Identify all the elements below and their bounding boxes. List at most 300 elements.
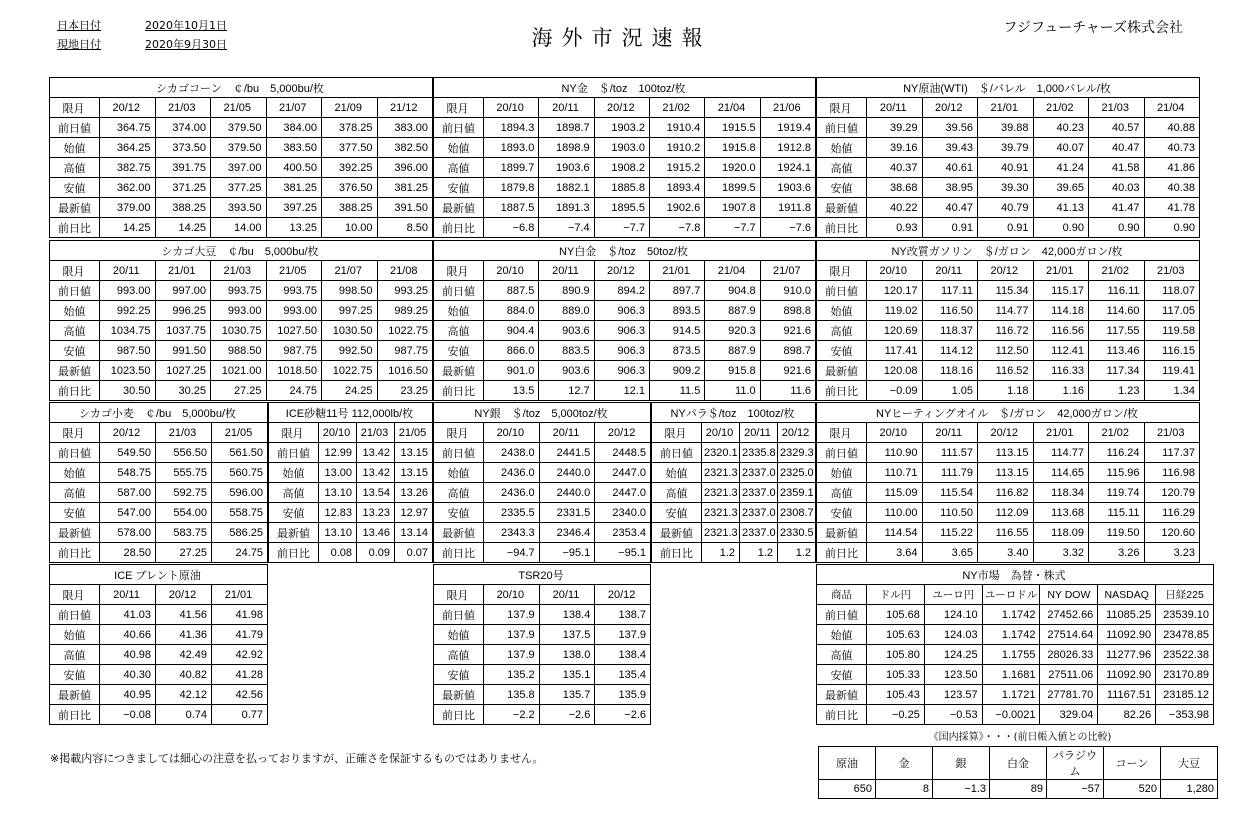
row-label: 前日比 <box>817 381 867 401</box>
price-cell: 388.25 <box>322 198 378 218</box>
price-cell: 1893.4 <box>649 178 704 198</box>
row-label: 始値 <box>269 463 319 483</box>
contract-month: 20/11 <box>100 585 156 605</box>
price-cell: 1.16 <box>1033 381 1089 401</box>
row-label: 限月 <box>50 585 100 605</box>
price-cell: −2.6 <box>595 705 651 725</box>
price-cell: 27452.66 <box>1040 605 1098 625</box>
contract-month: 21/03 <box>1089 98 1145 118</box>
price-cell: 382.50 <box>377 138 433 158</box>
price-cell: 1903.6 <box>539 158 594 178</box>
contract-month: NASDAQ <box>1098 585 1156 605</box>
domestic-value: 1,280 <box>1161 780 1218 799</box>
price-cell: 1920.0 <box>705 158 760 178</box>
contract-month: ドル円 <box>867 585 925 605</box>
price-cell: 555.75 <box>156 463 212 483</box>
price-cell: 1887.5 <box>484 198 539 218</box>
price-cell: 11277.96 <box>1098 645 1156 665</box>
contract-month: 20/10 <box>319 423 357 443</box>
price-cell: 12.83 <box>319 503 357 523</box>
table-row <box>269 463 433 483</box>
table-row <box>652 543 816 563</box>
contract-month: 21/07 <box>322 261 378 281</box>
price-cell: 38.68 <box>867 178 923 198</box>
domestic-header: 原油 <box>819 747 876 780</box>
table-row <box>434 705 651 725</box>
price-cell: 993.75 <box>211 281 267 301</box>
contract-month: 21/01 <box>155 261 211 281</box>
table-header-row <box>817 423 1200 443</box>
price-cell: 592.75 <box>156 483 212 503</box>
price-cell: 548.75 <box>100 463 156 483</box>
contract-month: 21/05 <box>395 423 433 443</box>
table-title: シカゴコーン ￠/bu 5,000bu/枚 <box>50 78 433 98</box>
row-label: 前日値 <box>50 443 100 463</box>
price-cell: 115.22 <box>922 523 978 543</box>
price-cell: 114.18 <box>1033 301 1089 321</box>
price-cell: 40.30 <box>100 665 156 685</box>
table-row <box>652 463 816 483</box>
price-cell: 41.36 <box>156 625 212 645</box>
price-cell: 41.56 <box>156 605 212 625</box>
price-cell: 41.03 <box>100 605 156 625</box>
price-cell: 887.9 <box>705 301 760 321</box>
price-cell: 1030.75 <box>211 321 267 341</box>
price-cell: 114.77 <box>1033 443 1089 463</box>
contract-month: 20/11 <box>539 423 595 443</box>
table-row <box>434 178 816 198</box>
contract-month: 21/03 <box>155 98 211 118</box>
price-cell: 1879.8 <box>484 178 539 198</box>
contract-month: 20/10 <box>702 423 740 443</box>
price-cell: 920.3 <box>705 321 760 341</box>
domestic-header: コーン <box>1104 747 1161 780</box>
price-cell: 901.0 <box>484 361 539 381</box>
contract-month: 21/01 <box>978 98 1034 118</box>
price-cell: 383.50 <box>266 138 322 158</box>
price-cell: 560.75 <box>212 463 268 483</box>
contract-month: 21/03 <box>1144 423 1200 443</box>
contract-month: 21/09 <box>322 98 378 118</box>
price-cell: 1899.7 <box>484 158 539 178</box>
price-cell: 1895.5 <box>594 198 649 218</box>
price-cell: 1030.50 <box>322 321 378 341</box>
row-label: 最新値 <box>434 685 484 705</box>
price-cell: 1908.2 <box>594 158 649 178</box>
row-label: 前日比 <box>50 218 100 238</box>
table-row <box>652 483 816 503</box>
price-cell: 117.37 <box>1144 443 1200 463</box>
table-row <box>50 685 268 705</box>
price-cell: 1911.8 <box>760 198 815 218</box>
table-row <box>817 138 1200 158</box>
table-row <box>434 605 651 625</box>
price-cell: 120.17 <box>867 281 923 301</box>
price-cell: 898.7 <box>760 341 815 361</box>
price-cell: 117.05 <box>1144 301 1200 321</box>
price-cell: 2436.0 <box>484 483 540 503</box>
row-label: 安値 <box>817 178 867 198</box>
price-cell: 12.99 <box>319 443 357 463</box>
price-cell: 13.00 <box>319 463 357 483</box>
contract-month: 20/11 <box>922 261 978 281</box>
domestic-value: −1.3 <box>933 780 990 799</box>
price-cell: 1915.8 <box>705 138 760 158</box>
price-cell: 110.71 <box>867 463 923 483</box>
table-row <box>50 605 268 625</box>
price-cell: 112.09 <box>978 503 1034 523</box>
table-row <box>434 523 651 543</box>
price-cell: 1898.7 <box>539 118 594 138</box>
price-cell: 997.25 <box>322 301 378 321</box>
row-label: 安値 <box>269 503 319 523</box>
row-label: 始値 <box>652 463 702 483</box>
price-cell: 898.8 <box>760 301 815 321</box>
table-header-row <box>817 98 1200 118</box>
table-header-row <box>50 98 433 118</box>
table-title-row <box>50 403 268 423</box>
contract-month: 20/12 <box>595 585 651 605</box>
price-cell: 1899.5 <box>705 178 760 198</box>
price-cell: 996.25 <box>155 301 211 321</box>
price-cell: 906.3 <box>594 301 649 321</box>
row-label: 始値 <box>817 138 867 158</box>
row-label: 安値 <box>50 341 100 361</box>
price-cell: 115.11 <box>1089 503 1145 523</box>
price-cell: 138.7 <box>595 605 651 625</box>
price-cell: 391.75 <box>155 158 211 178</box>
price-cell: 2353.4 <box>595 523 651 543</box>
row-label: 高値 <box>50 483 100 503</box>
table-row <box>434 301 816 321</box>
table-row <box>50 543 268 563</box>
table-row <box>434 381 816 401</box>
price-cell: 893.5 <box>649 301 704 321</box>
table-row <box>50 218 433 238</box>
row-label: 前日値 <box>817 118 867 138</box>
price-cell: 41.24 <box>1033 158 1089 178</box>
price-cell: 904.8 <box>705 281 760 301</box>
price-cell: 993.75 <box>266 281 322 301</box>
price-cell: 120.60 <box>1144 523 1200 543</box>
domestic-value-row <box>819 780 1218 799</box>
price-cell: 30.25 <box>155 381 211 401</box>
price-cell: 113.15 <box>978 443 1034 463</box>
price-cell: 2337.0 <box>740 503 778 523</box>
price-cell: 1023.50 <box>100 361 156 381</box>
row-label: 安値 <box>50 665 100 685</box>
price-cell: 0.09 <box>357 543 395 563</box>
table-title-row <box>817 565 1214 585</box>
price-cell: 13.5 <box>484 381 539 401</box>
price-cell: 906.3 <box>594 341 649 361</box>
contract-month: 20/12 <box>100 98 156 118</box>
price-cell: 118.07 <box>1144 281 1200 301</box>
row-label: 始値 <box>817 301 867 321</box>
price-cell: 397.25 <box>266 198 322 218</box>
price-cell: 1027.50 <box>266 321 322 341</box>
contract-month: 21/02 <box>649 98 704 118</box>
row-label: 最新値 <box>50 685 100 705</box>
price-cell: 3.40 <box>978 543 1034 563</box>
price-cell: 0.91 <box>922 218 978 238</box>
table-title-row <box>652 403 816 423</box>
price-cell: 904.4 <box>484 321 539 341</box>
price-cell: 1021.00 <box>211 361 267 381</box>
price-cell: 1903.6 <box>760 178 815 198</box>
row-label: 前日値 <box>269 443 319 463</box>
price-cell: 993.00 <box>266 301 322 321</box>
contract-month: 20/10 <box>867 261 923 281</box>
price-cell: 138.0 <box>539 645 595 665</box>
price-cell: 1.23 <box>1089 381 1145 401</box>
contract-month: 20/12 <box>594 261 649 281</box>
price-cell: 2335.5 <box>484 503 540 523</box>
table-header-row <box>434 261 816 281</box>
price-cell: 118.34 <box>1033 483 1089 503</box>
price-cell: 39.88 <box>978 118 1034 138</box>
price-cell: 40.79 <box>978 198 1034 218</box>
price-cell: 549.50 <box>100 443 156 463</box>
table-title-row <box>817 78 1200 98</box>
price-cell: 137.5 <box>539 625 595 645</box>
price-cell: 558.75 <box>212 503 268 523</box>
price-cell: 117.11 <box>922 281 978 301</box>
price-cell: 120.79 <box>1144 483 1200 503</box>
table-row <box>50 443 268 463</box>
price-cell: 393.50 <box>211 198 267 218</box>
table-row <box>269 503 433 523</box>
table-row <box>817 361 1200 381</box>
price-cell: 991.50 <box>155 341 211 361</box>
price-cell: 42.92 <box>212 645 268 665</box>
table-row <box>50 503 268 523</box>
market-table-chicago-soy <box>49 240 433 401</box>
price-cell: 992.50 <box>322 341 378 361</box>
price-cell: 12.7 <box>539 381 594 401</box>
price-cell: 1894.3 <box>484 118 539 138</box>
price-cell: 42.56 <box>212 685 268 705</box>
market-table-ny-palladium <box>651 402 816 563</box>
price-cell: 0.08 <box>319 543 357 563</box>
price-cell: 1882.1 <box>539 178 594 198</box>
domestic-header: 銀 <box>933 747 990 780</box>
price-cell: 1.1681 <box>982 665 1040 685</box>
contract-month: 21/04 <box>1144 98 1200 118</box>
price-cell: 583.75 <box>156 523 212 543</box>
row-label: 安値 <box>817 341 867 361</box>
table-row <box>434 645 651 665</box>
price-cell: 41.28 <box>212 665 268 685</box>
price-cell: 0.93 <box>867 218 923 238</box>
row-label: 高値 <box>50 321 100 341</box>
row-label: 前日値 <box>50 605 100 625</box>
price-cell: 118.16 <box>922 361 978 381</box>
price-cell: 987.75 <box>377 341 433 361</box>
contract-month: 21/08 <box>377 261 433 281</box>
price-cell: 2346.4 <box>539 523 595 543</box>
price-cell: 23170.89 <box>1156 665 1214 685</box>
table-header-row <box>50 585 268 605</box>
price-cell: 0.90 <box>1033 218 1089 238</box>
price-cell: 12.1 <box>594 381 649 401</box>
price-cell: 364.25 <box>100 138 156 158</box>
table-row <box>50 301 433 321</box>
price-cell: 578.00 <box>100 523 156 543</box>
price-cell: 1018.50 <box>266 361 322 381</box>
contract-month: 20/11 <box>539 98 594 118</box>
price-cell: 11167.51 <box>1098 685 1156 705</box>
table-title-row <box>434 241 816 261</box>
row-label: 最新値 <box>434 361 484 381</box>
price-cell: 40.57 <box>1089 118 1145 138</box>
row-label: 前日比 <box>434 218 484 238</box>
price-cell: −95.1 <box>539 543 595 563</box>
price-cell: 114.65 <box>1033 463 1089 483</box>
price-cell: 3.23 <box>1144 543 1200 563</box>
domestic-value: 8 <box>876 780 933 799</box>
price-cell: 866.0 <box>484 341 539 361</box>
price-cell: 13.26 <box>395 483 433 503</box>
price-cell: 2438.0 <box>484 443 540 463</box>
table-header-row <box>817 585 1214 605</box>
row-label: 限月 <box>817 98 867 118</box>
price-cell: 137.9 <box>595 625 651 645</box>
row-label: 高値 <box>652 483 702 503</box>
local-date-label: 現地日付 <box>57 38 101 51</box>
price-cell: 13.15 <box>395 463 433 483</box>
table-title: シカゴ大豆 ￠/bu 5,000bu/枚 <box>50 241 433 261</box>
price-cell: 873.5 <box>649 341 704 361</box>
price-cell: −7.7 <box>705 218 760 238</box>
price-cell: 27511.06 <box>1040 665 1098 685</box>
price-cell: 41.78 <box>1144 198 1200 218</box>
price-cell: 117.34 <box>1089 361 1145 381</box>
table-row <box>817 341 1200 361</box>
row-label: 前日比 <box>50 705 100 725</box>
contract-month: 20/11 <box>740 423 778 443</box>
table-row <box>817 645 1214 665</box>
price-cell: −353.98 <box>1156 705 1214 725</box>
domestic-table <box>818 746 1218 799</box>
contract-month: 21/07 <box>266 98 322 118</box>
disclaimer: ※掲載内容につきましては細心の注意を払っておりますが、正確さを保証するものではありません。 <box>50 752 544 765</box>
table-header-row <box>434 585 651 605</box>
price-cell: 13.10 <box>319 523 357 543</box>
domestic-title: 《国内採算》・・・(前日帳入値との比較) <box>928 732 1112 743</box>
price-cell: −7.4 <box>539 218 594 238</box>
price-cell: 105.33 <box>867 665 925 685</box>
table-row <box>817 301 1200 321</box>
table-header-row <box>50 261 433 281</box>
table-row <box>50 361 433 381</box>
price-cell: 111.57 <box>922 443 978 463</box>
table-row <box>434 218 816 238</box>
price-cell: 910.0 <box>760 281 815 301</box>
row-label: 高値 <box>434 645 484 665</box>
contract-month: 21/02 <box>1033 98 1089 118</box>
row-label: 前日比 <box>817 705 867 725</box>
market-table-ny-market <box>816 564 1214 725</box>
price-cell: 40.82 <box>156 665 212 685</box>
price-cell: 41.79 <box>212 625 268 645</box>
row-label: 前日比 <box>817 218 867 238</box>
row-label: 安値 <box>817 665 867 685</box>
price-cell: 105.68 <box>867 605 925 625</box>
price-cell: 13.42 <box>357 463 395 483</box>
price-cell: 40.61 <box>922 158 978 178</box>
price-cell: 554.00 <box>156 503 212 523</box>
price-cell: 135.8 <box>484 685 540 705</box>
table-title: NY金 ＄/toz 100toz/枚 <box>434 78 816 98</box>
price-cell: 119.74 <box>1089 483 1145 503</box>
price-cell: 135.9 <box>595 685 651 705</box>
contract-month: 21/12 <box>377 98 433 118</box>
price-cell: 119.41 <box>1144 361 1200 381</box>
price-cell: 39.56 <box>922 118 978 138</box>
contract-month: 20/10 <box>484 423 540 443</box>
table-row <box>652 503 816 523</box>
domestic-header: 大豆 <box>1161 747 1218 780</box>
price-cell: 40.98 <box>100 645 156 665</box>
price-cell: 115.34 <box>978 281 1034 301</box>
price-cell: 1891.3 <box>539 198 594 218</box>
price-cell: 40.66 <box>100 625 156 645</box>
row-label: 安値 <box>434 341 484 361</box>
contract-month: 20/11 <box>867 98 923 118</box>
table-header-row <box>269 423 433 443</box>
price-cell: 82.26 <box>1098 705 1156 725</box>
price-cell: 116.55 <box>978 523 1034 543</box>
price-cell: 120.08 <box>867 361 923 381</box>
price-cell: 2337.0 <box>740 483 778 503</box>
price-cell: 2340.0 <box>595 503 651 523</box>
price-cell: −2.2 <box>484 705 540 725</box>
price-cell: 1034.75 <box>100 321 156 341</box>
price-cell: −2.6 <box>539 705 595 725</box>
jp-date-label: 日本日付 <box>57 19 101 32</box>
table-row <box>817 321 1200 341</box>
row-label: 前日値 <box>817 443 867 463</box>
table-row <box>50 198 433 218</box>
row-label: 限月 <box>434 423 484 443</box>
price-cell: 105.43 <box>867 685 925 705</box>
price-cell: 987.50 <box>100 341 156 361</box>
price-cell: 1022.75 <box>377 321 433 341</box>
price-cell: 12.97 <box>395 503 433 523</box>
table-row <box>817 118 1200 138</box>
contract-month: 21/02 <box>1089 261 1145 281</box>
table-row <box>817 665 1214 685</box>
market-table-ny-gold <box>433 77 816 238</box>
price-cell: 887.9 <box>705 341 760 361</box>
price-cell: 13.23 <box>357 503 395 523</box>
table-row <box>817 158 1200 178</box>
price-cell: 39.30 <box>978 178 1034 198</box>
price-cell: 2335.8 <box>740 443 778 463</box>
price-cell: 2447.0 <box>595 483 651 503</box>
price-cell: 2325.0 <box>778 463 816 483</box>
price-cell: 135.2 <box>484 665 540 685</box>
table-row <box>652 523 816 543</box>
row-label: 高値 <box>817 645 867 665</box>
price-cell: 105.80 <box>867 645 925 665</box>
price-cell: 112.41 <box>1033 341 1089 361</box>
table-row <box>269 443 433 463</box>
row-label: 安値 <box>817 503 867 523</box>
row-label: 商品 <box>817 585 867 605</box>
price-cell: 38.95 <box>922 178 978 198</box>
